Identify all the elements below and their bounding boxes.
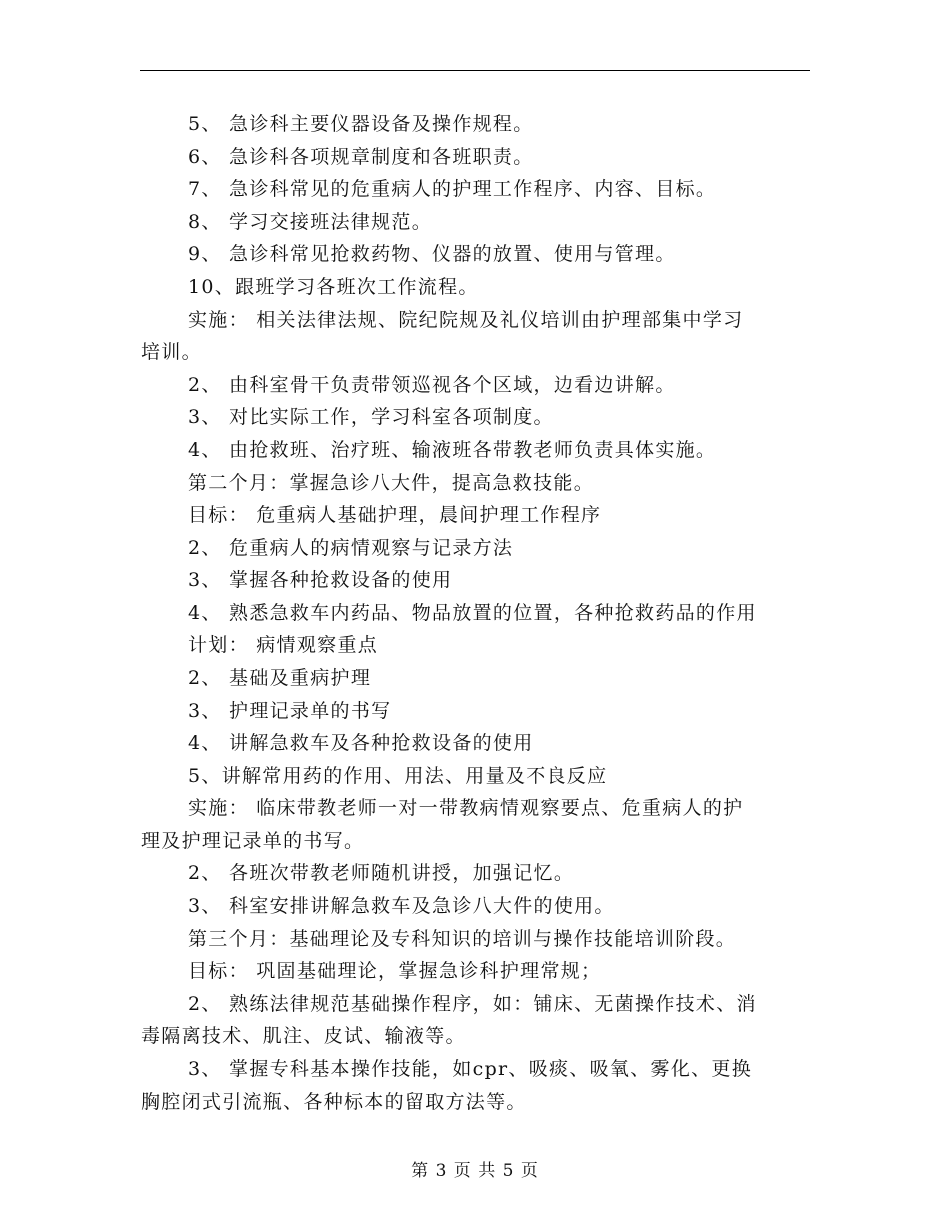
text-line: 理及护理记录单的书写。: [141, 830, 365, 852]
page-number: 第 3 页 共 5 页: [411, 1161, 539, 1181]
text-line: 2、 由科室骨干负责带领巡视各个区域，边看边讲解。: [188, 374, 676, 396]
text-line: 3、 掌握各种抢救设备的使用: [188, 569, 453, 591]
text-line: 计划： 病情观察重点: [188, 634, 379, 656]
text-line: 2、 各班次带教老师随机讲授，加强记忆。: [188, 862, 575, 884]
text-line: 3、 科室安排讲解急救车及急诊八大件的使用。: [188, 895, 615, 917]
text-line: 实施： 临床带教老师一对一带教病情观察要点、危重病人的护: [188, 797, 744, 819]
text-line: 5、 急诊科主要仪器设备及操作规程。: [188, 113, 534, 135]
text-line: 8、 学习交接班法律规范。: [188, 211, 433, 233]
text-line: 目标： 危重病人基础护理，晨间护理工作程序: [188, 504, 602, 526]
text-line: 9、 急诊科常见抢救药物、仪器的放置、使用与管理。: [188, 243, 676, 265]
text-line: 7、 急诊科常见的危重病人的护理工作程序、内容、目标。: [188, 178, 717, 200]
header-rule: [140, 70, 810, 71]
text-line: 2、 熟练法律规范基础操作程序，如：铺床、无菌操作技术、消: [188, 993, 757, 1015]
text-line: 培训。: [141, 341, 202, 363]
text-line: 实施： 相关法律法规、院纪院规及礼仪培训由护理部集中学习: [188, 309, 744, 331]
text-line: 6、 急诊科各项规章制度和各班职责。: [188, 146, 534, 168]
text-line: 4、 由抢救班、治疗班、输液班各带教老师负责具体实施。: [188, 439, 717, 461]
text-line: 2、 危重病人的病情观察与记录方法: [188, 537, 514, 559]
text-line: 第二个月：掌握急诊八大件，提高急救技能。: [188, 472, 595, 494]
text-line: 4、 熟悉急救车内药品、物品放置的位置，各种抢救药品的作用: [188, 602, 757, 624]
text-line: 4、 讲解急救车及各种抢救设备的使用: [188, 732, 534, 754]
text-line: 5、讲解常用药的作用、用法、用量及不良反应: [188, 765, 608, 787]
text-line: 目标： 巩固基础理论，掌握急诊科护理常规；: [188, 960, 602, 982]
text-line: 3、 护理记录单的书写: [188, 700, 392, 722]
text-line: 3、 对比实际工作，学习科室各项制度。: [188, 406, 554, 428]
text-line: 第三个月：基础理论及专科知识的培训与操作技能培训阶段。: [188, 928, 737, 950]
text-line: 毒隔离技术、肌注、皮试、输液等。: [141, 1025, 466, 1047]
text-line: 3、 掌握专科基本操作技能，如cpr、吸痰、吸氧、雾化、更换: [188, 1058, 753, 1080]
text-line: 2、 基础及重病护理: [188, 667, 372, 689]
text-line: 胸腔闭式引流瓶、各种标本的留取方法等。: [141, 1091, 527, 1113]
text-line: 10、跟班学习各班次工作流程。: [188, 276, 479, 298]
